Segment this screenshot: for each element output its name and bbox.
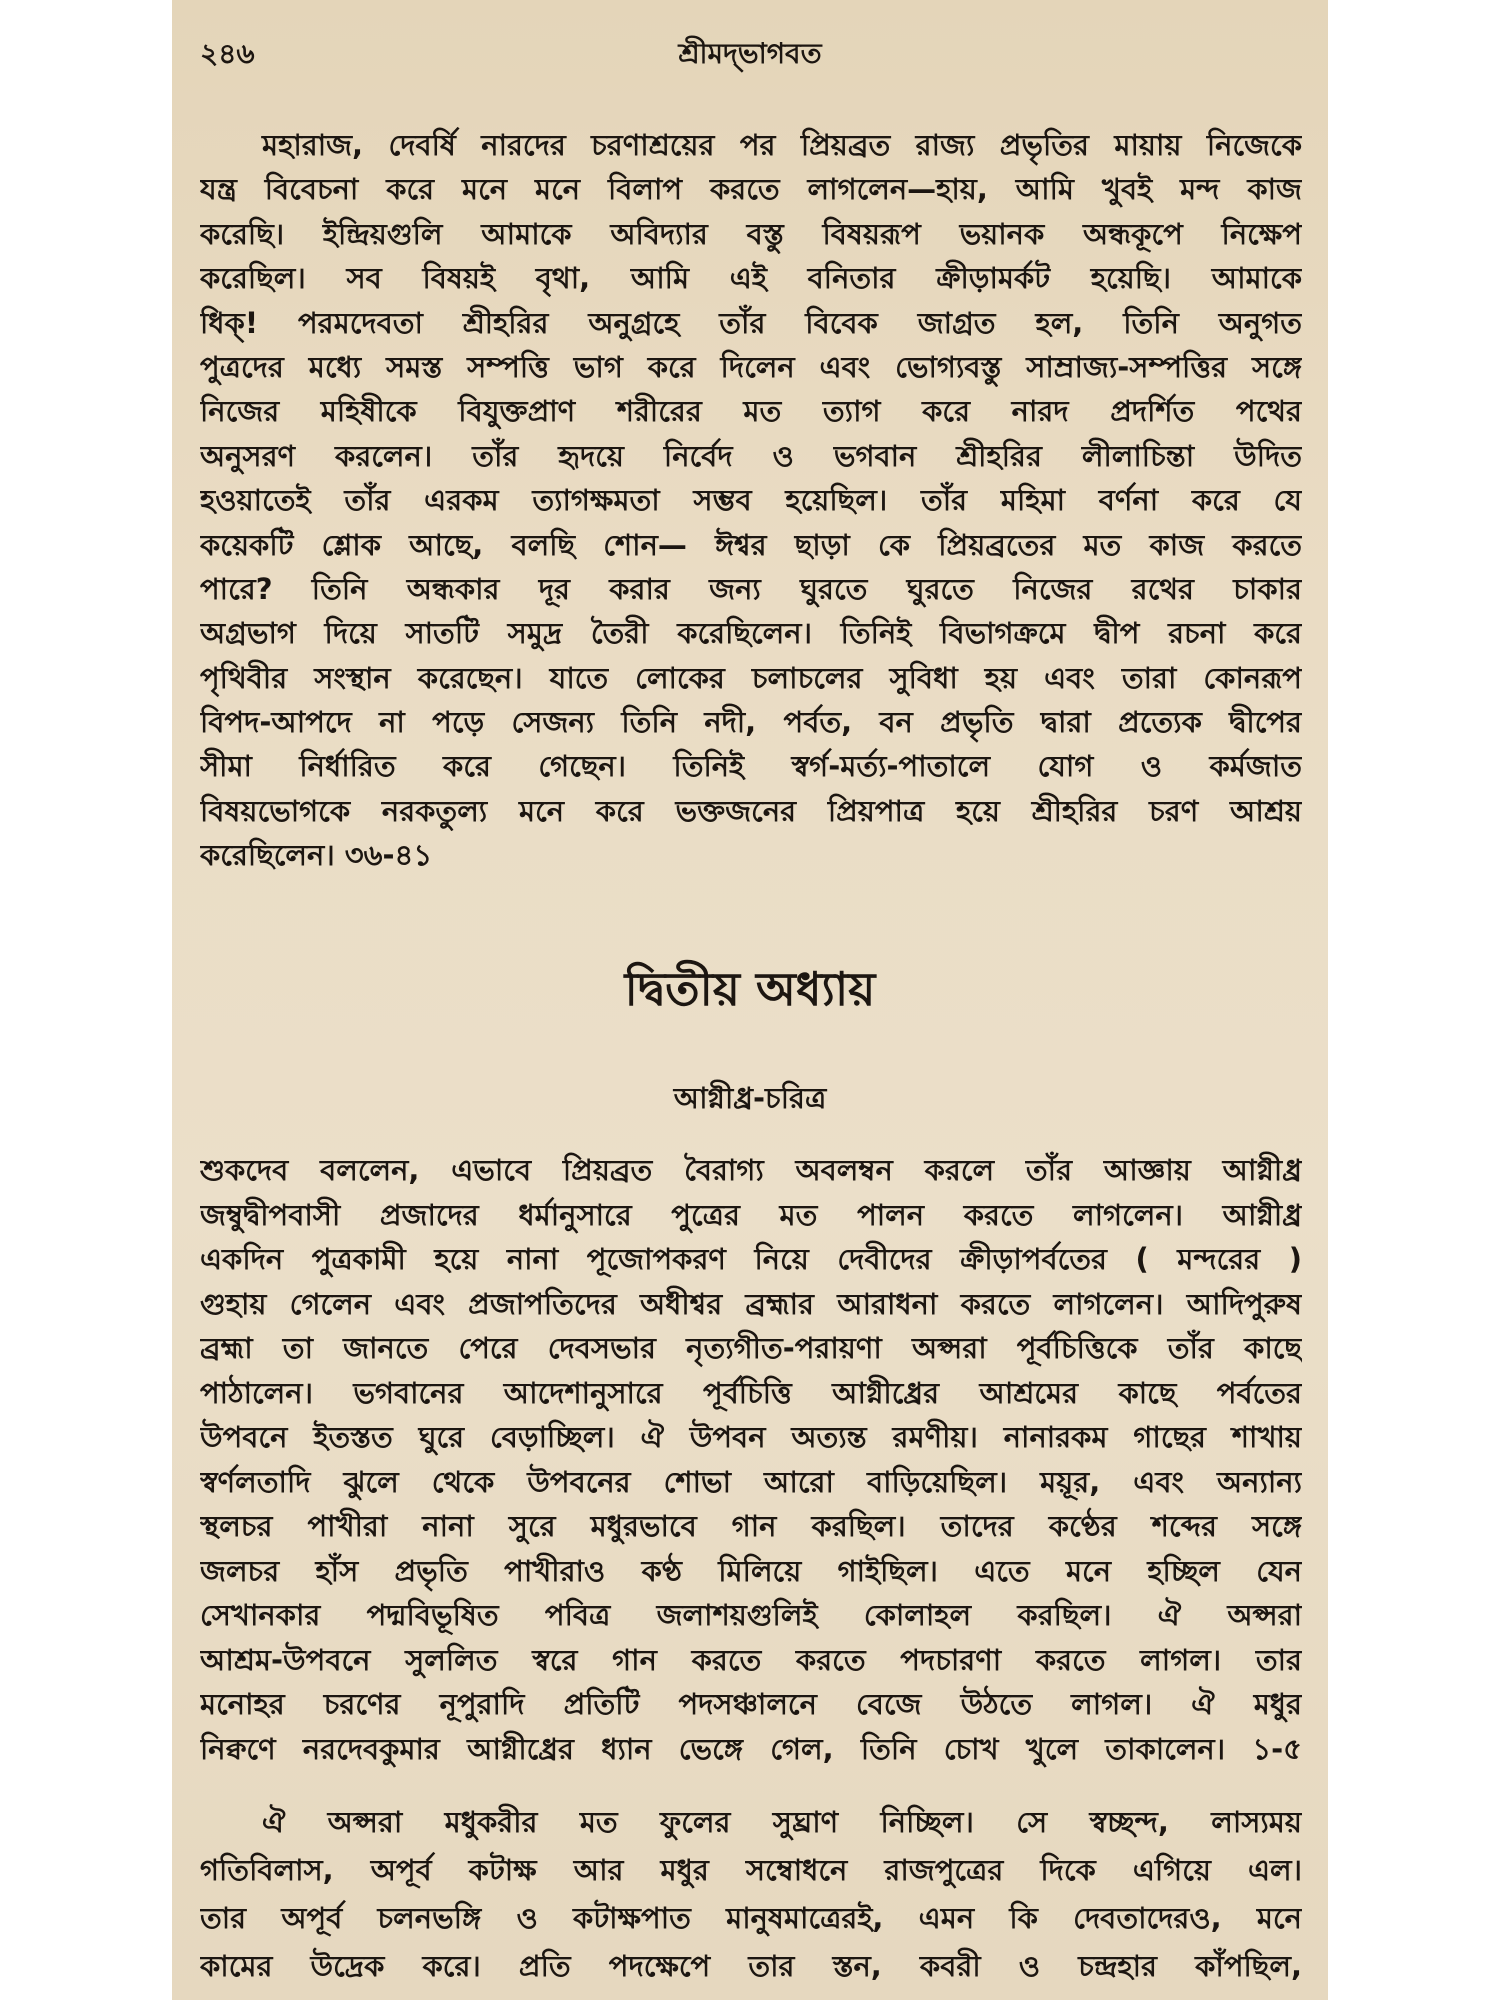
text-line: স্থলচর পাখীরা নানা সুরে মধুরভাবে গান করছিল। তাদের কণ্ঠের শব্দের সঙ্গে [200, 1509, 1302, 1543]
text-line: আশ্রম-উপবনে সুললিত স্বরে গান করতে করতে পদচারণা করতে লাগল। তার [200, 1642, 1302, 1677]
text-line: মনোহর চরণের নূপুরাদি প্রতিটি পদসঞ্চালনে বেজে উঠতে লাগল। ঐ মধুর [200, 1687, 1302, 1721]
text-line: সীমা নির্ধারিত করে গেছেন। তিনিই স্বর্গ-মর্ত্য-পাতালে যোগ ও কর্মজাত [200, 749, 1302, 784]
text-line: তার অপূর্ব চলনভঙ্গি ও কটাক্ষপাত মানুষমাত্রেরই, এমন কি দেবতাদেরও, মনে [200, 1901, 1302, 1935]
chapter-subheading: আগ্নীধ্র-চরিত্র [673, 1081, 827, 1115]
text-line: একদিন পুত্রকামী হয়ে নানা পূজোপকরণ নিয়ে দেবীদের ক্রীড়াপর্বতের ( মন্দরের ) [200, 1242, 1302, 1276]
text-line: করেছি। ইন্দ্রিয়গুলি আমাকে অবিদ্যার বস্তু বিষয়রূপ ভয়ানক অন্ধকূপে নিক্ষেপ [200, 216, 1302, 251]
text-line: নিজের মহিষীকে বিযুক্তপ্রাণ শরীরের মত ত্যাগ করে নারদ প্রদর্শিত পথের [200, 394, 1302, 429]
text-line: জম্বুদ্বীপবাসী প্রজাদের ধর্মানুসারে পুত্রের মত পালন করতে লাগলেন। আগ্নীধ্র [200, 1197, 1302, 1232]
text-line: জলচর হাঁস প্রভৃতি পাখীরাও কণ্ঠ মিলিয়ে গাইছিল। এতে মনে হচ্ছিল যেন [200, 1553, 1302, 1588]
text-line: উপবনে ইতস্তত ঘুরে বেড়াচ্ছিল। ঐ উপবন অত্যন্ত রমণীয়। নানারকম গাছের শাখায় [200, 1420, 1302, 1454]
text-line: গতিবিলাস, অপূর্ব কটাক্ষ আর মধুর সম্বোধনে রাজপুত্রের দিকে এগিয়ে এল। [200, 1853, 1302, 1887]
text-line: কামের উদ্রেক করে। প্রতি পদক্ষেপে তার স্তন, কবরী ও চন্দ্রহার কাঁপছিল, [200, 1949, 1302, 1983]
text-line: মহারাজ, দেবর্ষি নারদের চরণাশ্রয়ের পর প্রিয়ব্রত রাজ্য প্রভৃতির মায়ায় নিজেকে [262, 128, 1302, 162]
text-line: যন্ত্র বিবেচনা করে মনে মনে বিলাপ করতে লাগলেন—হায়, আমি খুবই মন্দ কাজ [200, 172, 1302, 207]
text-line: পারে? তিনি অন্ধকার দূর করার জন্য ঘুরতে ঘুরতে নিজের রথের চাকার [200, 571, 1302, 606]
text-line: নিক্বণে নরদেবকুমার আগ্নীধ্রের ধ্যান ভেঙ্গে গেল, তিনি চোখ খুলে তাকালেন। ১-৫ [200, 1731, 1302, 1766]
chapter-heading: দ্বিতীয় অধ্যায় [624, 962, 876, 1016]
text-line: গুহায় গেলেন এবং প্রজাপতিদের অধীশ্বর ব্রহ্মার আরাধনা করতে লাগলেন। আদিপুরুষ [200, 1286, 1302, 1321]
text-line: শুকদেব বললেন, এভাবে প্রিয়ব্রত বৈরাগ্য অবলম্বন করলে তাঁর আজ্ঞায় আগ্নীধ্র [200, 1153, 1302, 1187]
text-line: বিপদ-আপদে না পড়ে সেজন্য তিনি নদী, পর্বত, বন প্রভৃতি দ্বারা প্রত্যেক দ্বীপের [200, 705, 1302, 740]
text-line: ব্রহ্মা তা জানতে পেরে দেবসভার নৃত্যগীত-পরায়ণা অপ্সরা পূর্বচিত্তিকে তাঁর কাছে [200, 1331, 1302, 1365]
text-line: বিষয়ভোগকে নরকতুল্য মনে করে ভক্তজনের প্রিয়পাত্র হয়ে শ্রীহরির চরণ আশ্রয় [200, 793, 1302, 828]
text-line: করেছিল। সব বিষয়ই বৃথা, আমি এই বনিতার ক্রীড়ামর্কট হয়েছি। আমাকে [200, 261, 1302, 296]
text-line: পুত্রদের মধ্যে সমস্ত সম্পত্তি ভাগ করে দিলেন এবং ভোগ্যবস্তু সাম্রাজ্য-সম্পত্তির সঙ্গে [200, 349, 1302, 384]
page-number: ২৪৬ [200, 37, 255, 70]
paragraph [200, 1798, 1302, 1990]
text-line: করেছিলেন। ৩৬-৪১ [200, 838, 433, 873]
text-line: অগ্রভাগ দিয়ে সাতটি সমুদ্র তৈরী করেছিলেন। তিনিই বিভাগক্রমে দ্বীপ রচনা করে [200, 616, 1302, 651]
text-line: পাঠালেন। ভগবানের আদেশানুসারে পূর্বচিত্তি আগ্নীধ্রের আশ্রমের কাছে পর্বতের [200, 1375, 1302, 1410]
paragraph [200, 123, 1302, 878]
text-line: ধিক্! পরমদেবতা শ্রীহরির অনুগ্রহে তাঁর বিবেক জাগ্রত হল, তিনি অনুগত [200, 305, 1302, 340]
text-line: হওয়াতেই তাঁর এরকম ত্যাগক্ষমতা সম্ভব হয়েছিল। তাঁর মহিমা বর্ণনা করে যে [200, 483, 1302, 518]
page-header [200, 32, 1300, 76]
text-line: অনুসরণ করলেন। তাঁর হৃদয়ে নির্বেদ ও ভগবান শ্রীহরির লীলাচিন্তা উদিত [200, 438, 1302, 473]
text-line: কয়েকটি শ্লোক আছে, বলছি শোন— ঈশ্বর ছাড়া কে প্রিয়ব্রতের মত কাজ করতে [200, 527, 1302, 562]
text-line: স্বর্ণলতাদি ঝুলে থেকে উপবনের শোভা আরো বাড়িয়েছিল। ময়ূর, এবং অন্যান্য [200, 1464, 1302, 1499]
text-line: পৃথিবীর সংস্থান করেছেন। যাতে লোকের চলাচলের সুবিধা হয় এবং তারা কোনরূপ [200, 660, 1302, 695]
paragraph [200, 1148, 1302, 1771]
running-title: শ্রীমদ্‌ভাগবত [678, 37, 822, 70]
book-page [172, 0, 1328, 2000]
text-line: সেখানকার পদ্মবিভূষিত পবিত্র জলাশয়গুলিই কোলাহল করছিল। ঐ অপ্সরা [200, 1598, 1302, 1632]
text-line: ঐ অপ্সরা মধুকরীর মত ফুলের সুঘ্রাণ নিচ্ছিল। সে স্বচ্ছন্দ, লাস্যময় [262, 1805, 1302, 1839]
